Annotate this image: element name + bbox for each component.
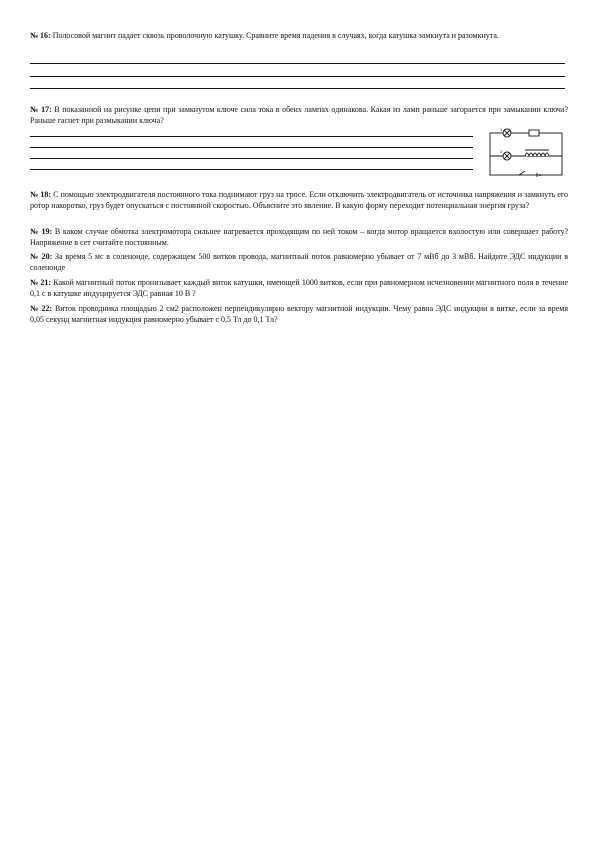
answer-line xyxy=(30,136,473,137)
task-18 xyxy=(30,189,568,211)
task-16 xyxy=(30,30,568,41)
answer-line xyxy=(30,88,565,89)
circuit-diagram xyxy=(485,128,570,186)
task-17 xyxy=(30,104,568,126)
answer-line xyxy=(30,158,473,159)
task-number: № 16: xyxy=(30,31,51,40)
task-text: В каком случае обмотка электромотора сильнее нагревается проходящим по ней током – когда мотор вращается вхолостую или совершает работу? Напряжение в сет считайте постоянным. xyxy=(30,227,569,247)
lamp-2-label: 2 xyxy=(500,149,503,154)
task-20 xyxy=(30,251,568,273)
task-number: № 22: xyxy=(30,304,53,313)
task-number: № 18: xyxy=(30,190,51,199)
task-number: № 17: xyxy=(30,105,52,114)
task-text: С помощью электродвигателя постоянного тока поднимают груз на тросе. Если отключить электродвигатель от источника напряжения и замкнуть его ротор накоротко, груз будет опускаться с постоянной скоростью. Объясните это явление. В какую форму переходит потенциальная энергия груза? xyxy=(30,190,569,210)
task-number: № 19: xyxy=(30,227,53,236)
answer-line xyxy=(30,169,473,170)
task-text: Какой магнитный поток пронизывает каждый виток катушки, имеющей 1000 витков, если при равномерном исчезновении магнитного поля в течение 0,1 с в катушке индуцируется ЭДС равная 10 В ? xyxy=(30,278,569,298)
task-19 xyxy=(30,226,568,248)
task-text: В показанной на рисунке цепи при замкнутом ключе сила тока в обеих лампах одинакова. Какая из ламп раньше загорается при замыкании ключа? Раньше гаснет при размыкании ключа? xyxy=(30,105,569,125)
task-text: Виток проводника площадью 2 см2 расположен перпендикулярно вектору магнитной индукции. Чему равна ЭДС индукции в витке, если за время 0,05 секунд магнитная индукция равномерно убывает с 0,5 Тл до 0,1 Тл? xyxy=(30,304,569,324)
answer-line xyxy=(30,63,565,64)
answer-line xyxy=(30,76,565,77)
task-text: Полосовой магнит падает сквозь проволочную катушку. Сравните время падения в случаях, когда катушка замкнута и разомкнута. xyxy=(52,31,499,40)
task-21 xyxy=(30,277,568,299)
task-number: № 21: xyxy=(30,278,52,287)
task-number: № 20: xyxy=(30,252,53,261)
task-22 xyxy=(30,303,568,325)
task-text: За время 5 мс в соленоиде, содержащем 500 витков провода, магнитный поток равномерно убывает от 7 мВб до 3 мВб. Найдите ЭДС индукции в соленоиде xyxy=(30,252,568,272)
answer-line xyxy=(30,147,473,148)
lamp-1-label: 1 xyxy=(500,128,503,132)
